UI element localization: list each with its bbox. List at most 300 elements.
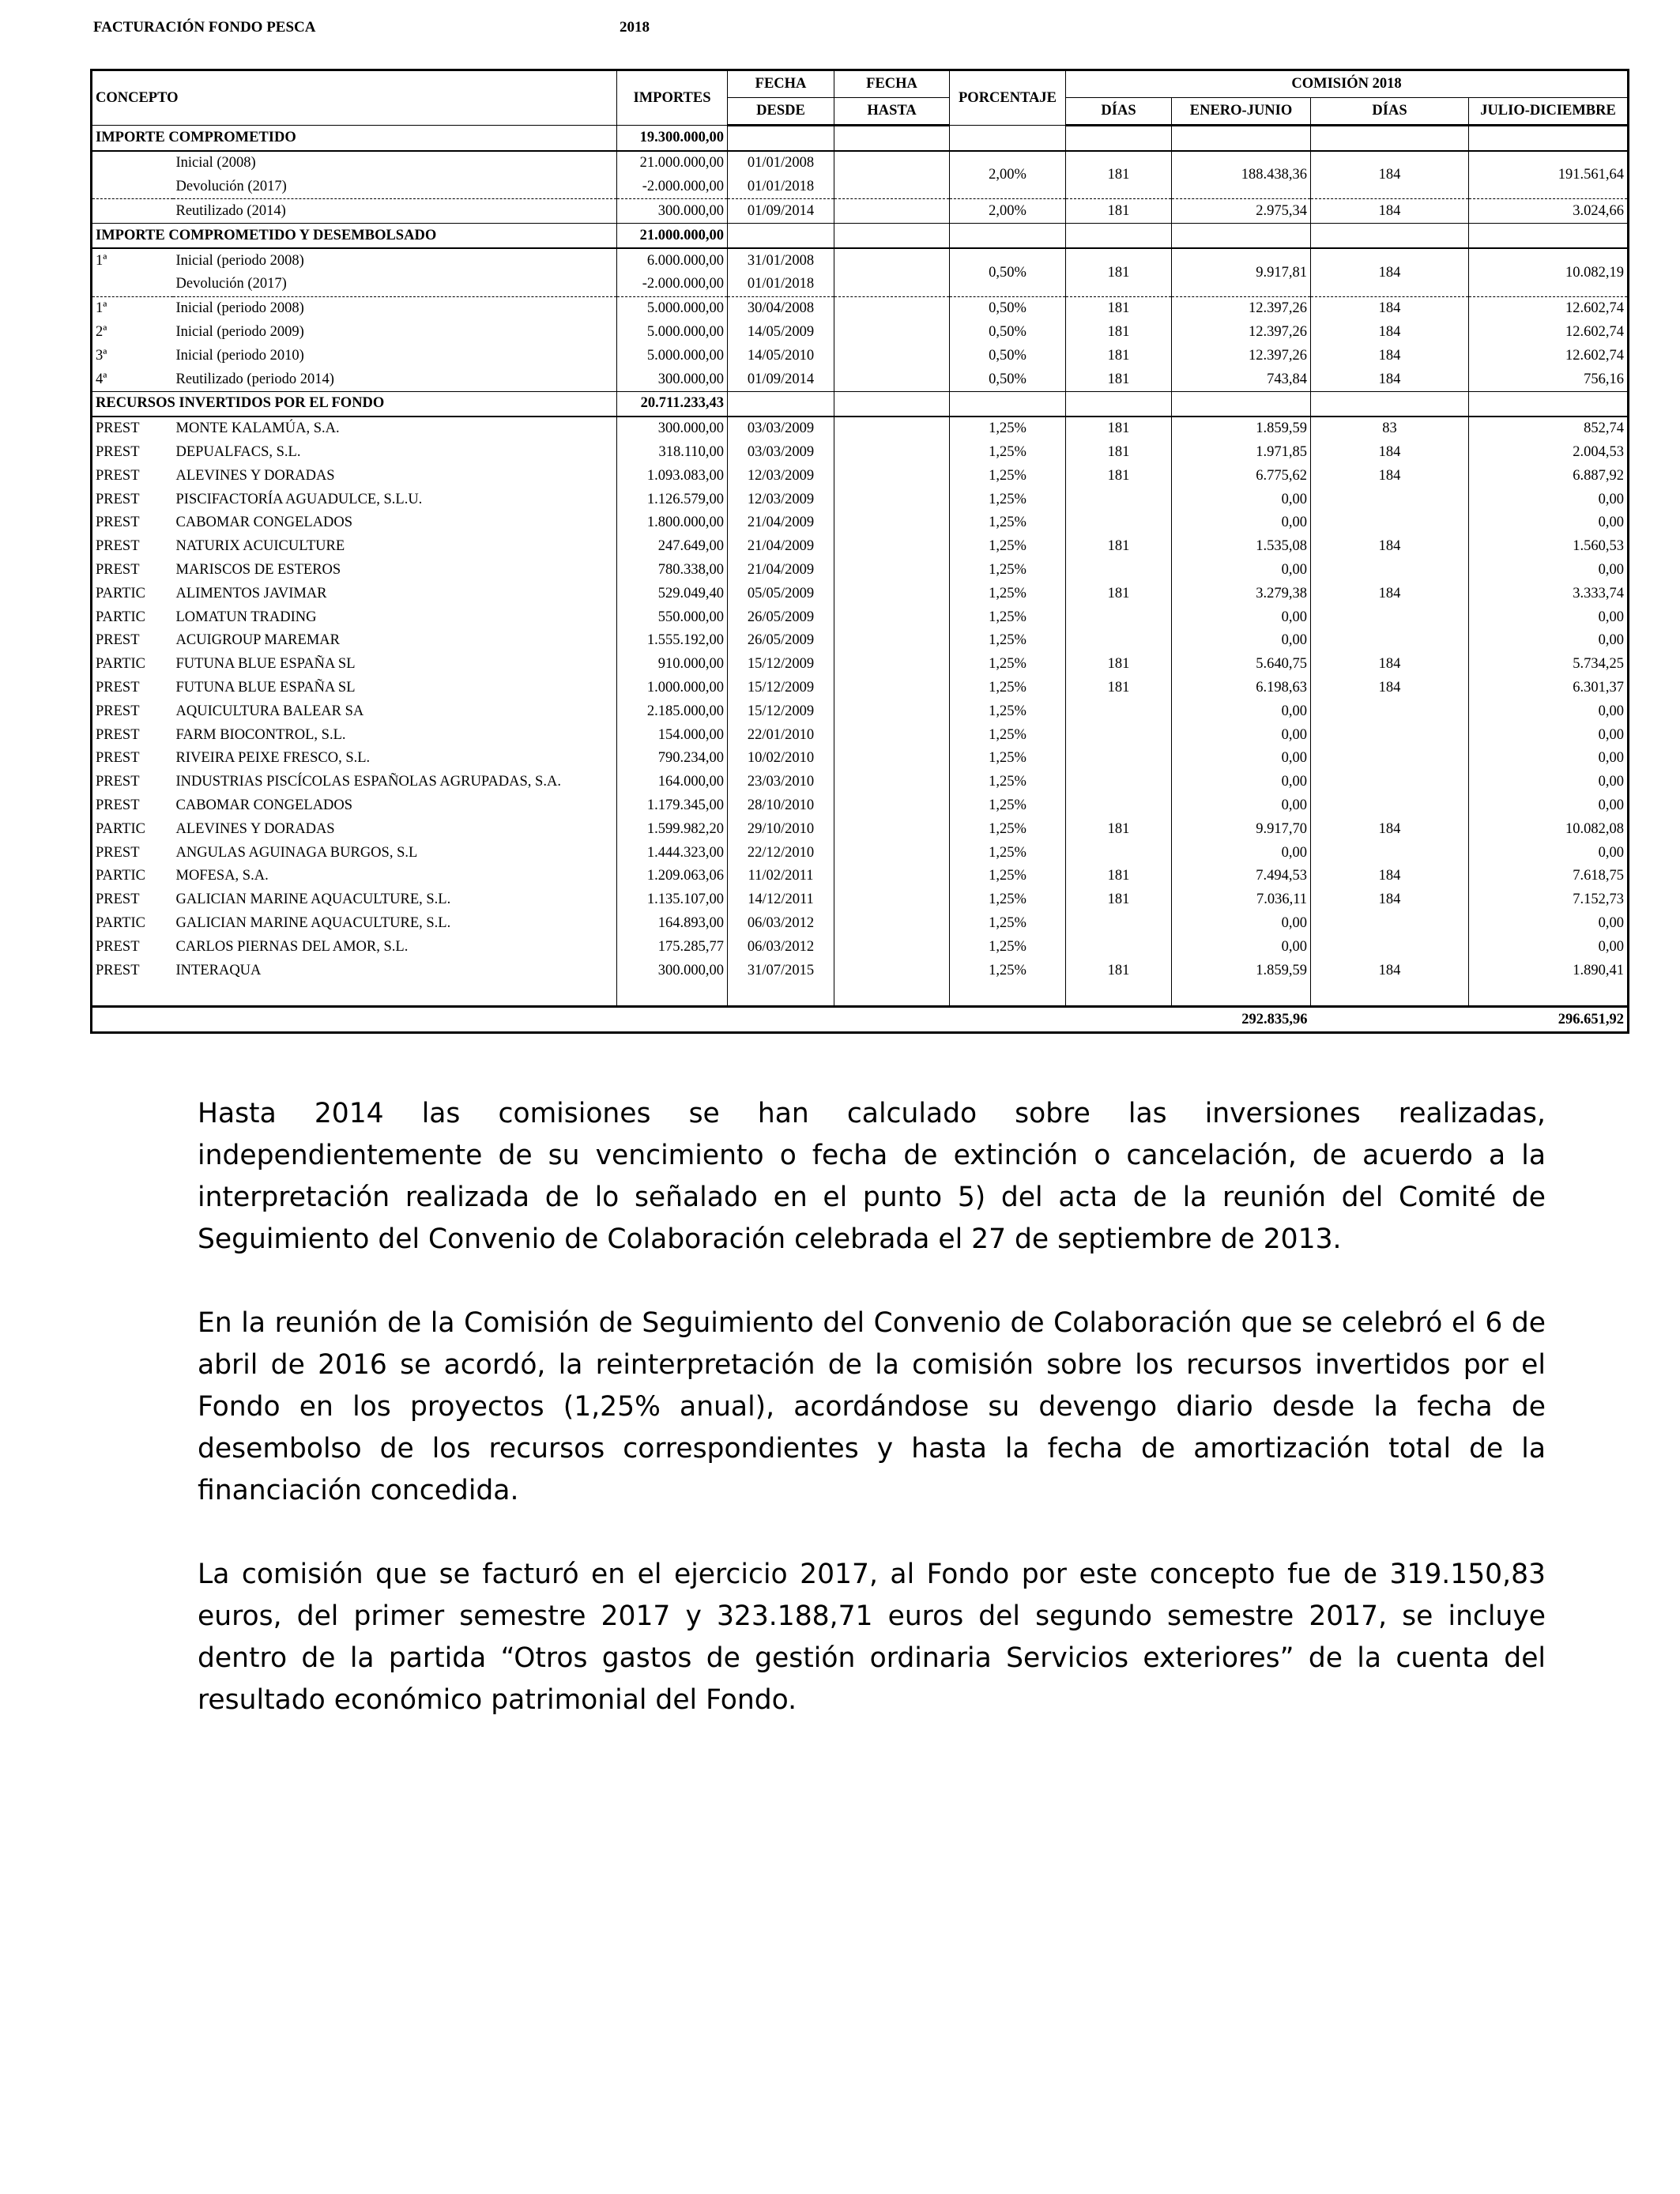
row-julio-diciembre: 7.152,73 bbox=[1469, 888, 1629, 912]
row-enero-junio: 0,00 bbox=[1172, 558, 1311, 582]
row-porcentaje: 0,50% bbox=[950, 320, 1066, 344]
section-title: IMPORTE COMPROMETIDO Y DESEMBOLSADO bbox=[92, 224, 617, 248]
row-tipo: PREST bbox=[96, 750, 140, 767]
row-dias-2: 184 bbox=[1311, 676, 1469, 699]
row-julio-diciembre: 0,00 bbox=[1469, 771, 1629, 794]
row-fecha-desde: 01/01/2008 bbox=[728, 151, 834, 175]
row-fecha-desde: 29/10/2010 bbox=[728, 817, 834, 841]
row-enero-junio: 5.640,75 bbox=[1172, 653, 1311, 677]
row-julio-diciembre: 10.082,08 bbox=[1469, 817, 1629, 841]
row-enero-junio: 3.279,38 bbox=[1172, 582, 1311, 605]
row-concepto: Reutilizado (periodo 2014) bbox=[175, 371, 334, 387]
row-importe: 1.444.323,00 bbox=[617, 841, 728, 865]
row-dias-1 bbox=[1066, 699, 1172, 723]
row-tipo: PREST bbox=[96, 679, 140, 696]
row-porcentaje: 2,00% bbox=[950, 199, 1066, 224]
row-tipo: PARTIC bbox=[96, 820, 145, 837]
row-dias-2: 184 bbox=[1311, 320, 1469, 344]
table-row bbox=[92, 841, 1629, 865]
row-fecha-desde: 06/03/2012 bbox=[728, 935, 834, 959]
row-importe: 1.126.579,00 bbox=[617, 488, 728, 511]
row-importe: 164.000,00 bbox=[617, 771, 728, 794]
row-fecha-desde: 03/03/2009 bbox=[728, 417, 834, 441]
col-dias-2: DÍAS bbox=[1311, 98, 1469, 126]
table-row bbox=[92, 771, 1629, 794]
row-enero-junio: 0,00 bbox=[1172, 911, 1311, 935]
row-dias-2 bbox=[1311, 605, 1469, 629]
row-julio-diciembre: 1.560,53 bbox=[1469, 535, 1629, 559]
table-row bbox=[92, 747, 1629, 771]
row-fecha-desde: 15/12/2009 bbox=[728, 699, 834, 723]
row-tipo: PREST bbox=[96, 467, 140, 484]
row-dias-2: 184 bbox=[1311, 248, 1469, 296]
row-porcentaje: 1,25% bbox=[950, 888, 1066, 912]
row-dias-2: 184 bbox=[1311, 464, 1469, 488]
row-enero-junio: 0,00 bbox=[1172, 629, 1311, 653]
table-row bbox=[92, 865, 1629, 888]
row-porcentaje: 1,25% bbox=[950, 841, 1066, 865]
row-enero-junio: 0,00 bbox=[1172, 771, 1311, 794]
row-dias-1 bbox=[1066, 558, 1172, 582]
row-fecha-desde: 03/03/2009 bbox=[728, 440, 834, 464]
row-concepto: ALEVINES Y DORADAS bbox=[175, 820, 335, 837]
row-dias-1: 181 bbox=[1066, 296, 1172, 320]
row-julio-diciembre: 7.618,75 bbox=[1469, 865, 1629, 888]
row-concepto: ANGULAS AGUINAGA BURGOS, S.L bbox=[175, 844, 418, 861]
row-porcentaje: 1,25% bbox=[950, 558, 1066, 582]
row-fecha-desde: 21/04/2009 bbox=[728, 558, 834, 582]
row-concepto: MOFESA, S.A. bbox=[175, 868, 269, 884]
row-porcentaje: 0,50% bbox=[950, 248, 1066, 296]
row-dias-2: 184 bbox=[1311, 344, 1469, 368]
row-fecha-desde: 12/03/2009 bbox=[728, 488, 834, 511]
row-concepto: Inicial (2008) bbox=[173, 151, 617, 175]
row-tipo: PREST bbox=[96, 892, 140, 908]
row-julio-diciembre: 0,00 bbox=[1469, 911, 1629, 935]
row-tipo: PARTIC bbox=[96, 868, 145, 884]
row-julio-diciembre: 0,00 bbox=[1469, 629, 1629, 653]
row-concepto: FUTUNA BLUE ESPAÑA SL bbox=[175, 656, 356, 673]
report-year: 2018 bbox=[620, 19, 650, 36]
row-concepto: ALIMENTOS JAVIMAR bbox=[175, 585, 327, 601]
row-porcentaje: 1,25% bbox=[950, 911, 1066, 935]
row-enero-junio: 0,00 bbox=[1172, 747, 1311, 771]
row-julio-diciembre: 0,00 bbox=[1469, 511, 1629, 535]
row-dias-1: 181 bbox=[1066, 368, 1172, 391]
row-concepto: RIVEIRA PEIXE FRESCO, S.L. bbox=[175, 750, 371, 767]
spacer-row bbox=[92, 982, 1629, 1007]
row-dias-2: 184 bbox=[1311, 440, 1469, 464]
row-julio-diciembre: 3.333,74 bbox=[1469, 582, 1629, 605]
table-header bbox=[92, 70, 1629, 126]
row-julio-diciembre: 6.887,92 bbox=[1469, 464, 1629, 488]
row-importe: 164.893,00 bbox=[617, 911, 728, 935]
row-julio-diciembre: 0,00 bbox=[1469, 841, 1629, 865]
row-julio-diciembre: 0,00 bbox=[1469, 794, 1629, 817]
row-importe: 5.000.000,00 bbox=[617, 320, 728, 344]
row-concepto: FARM BIOCONTROL, S.L. bbox=[175, 726, 346, 743]
row-porcentaje: 1,25% bbox=[950, 794, 1066, 817]
row-tipo: 4ª bbox=[96, 371, 107, 387]
row-concepto: Reutilizado (2014) bbox=[173, 199, 617, 224]
commission-table bbox=[90, 69, 1629, 1034]
row-porcentaje: 1,25% bbox=[950, 582, 1066, 605]
row-concepto: INDUSTRIAS PISCÍCOLAS ESPAÑOLAS AGRUPADAS, S.A. bbox=[175, 774, 561, 790]
row-fecha-desde: 21/04/2009 bbox=[728, 535, 834, 559]
row-importe: 5.000.000,00 bbox=[617, 344, 728, 368]
section-total: 21.000.000,00 bbox=[617, 224, 728, 248]
row-enero-junio: 0,00 bbox=[1172, 511, 1311, 535]
row-dias-1 bbox=[1066, 605, 1172, 629]
row-enero-junio: 1.971,85 bbox=[1172, 440, 1311, 464]
row-julio-diciembre: 191.561,64 bbox=[1469, 151, 1629, 199]
row-concepto: GALICIAN MARINE AQUACULTURE, S.L. bbox=[175, 892, 451, 908]
row-fecha-desde: 01/01/2018 bbox=[728, 273, 834, 296]
row-importe: 910.000,00 bbox=[617, 653, 728, 677]
row-concepto: INTERAQUA bbox=[175, 962, 262, 978]
row-porcentaje: 1,25% bbox=[950, 629, 1066, 653]
row-concepto: DEPUALFACS, S.L. bbox=[175, 444, 301, 460]
row-enero-junio: 0,00 bbox=[1172, 935, 1311, 959]
row-dias-2 bbox=[1311, 771, 1469, 794]
table-body bbox=[92, 126, 1629, 417]
row-porcentaje: 1,25% bbox=[950, 464, 1066, 488]
row-concepto: PISCIFACTORÍA AGUADULCE, S.L.U. bbox=[175, 491, 423, 507]
row-tipo: PREST bbox=[96, 962, 140, 978]
row-tipo: PREST bbox=[96, 774, 140, 790]
row-concepto: Inicial (periodo 2010) bbox=[175, 347, 304, 364]
section-total: 19.300.000,00 bbox=[617, 126, 728, 151]
row-tipo: PREST bbox=[96, 632, 140, 649]
row-dias-1 bbox=[1066, 629, 1172, 653]
row-dias-1 bbox=[1066, 747, 1172, 771]
row-tipo: PREST bbox=[96, 444, 140, 460]
row-fecha-desde: 21/04/2009 bbox=[728, 511, 834, 535]
row-tipo: PREST bbox=[92, 417, 173, 441]
row-dias-2: 184 bbox=[1311, 582, 1469, 605]
row-dias-1: 181 bbox=[1066, 320, 1172, 344]
row-concepto: ACUIGROUP MAREMAR bbox=[175, 632, 340, 649]
row-tipo: PREST bbox=[96, 797, 140, 813]
col-concepto: CONCEPTO bbox=[92, 70, 617, 126]
row-dias-2: 184 bbox=[1311, 817, 1469, 841]
row-enero-junio: 9.917,81 bbox=[1172, 248, 1311, 296]
row-concepto: Inicial (periodo 2008) bbox=[173, 296, 617, 320]
col-importes: IMPORTES bbox=[617, 70, 728, 126]
row-porcentaje: 1,25% bbox=[950, 959, 1066, 982]
col-julio-diciembre: JULIO-DICIEMBRE bbox=[1469, 98, 1629, 126]
total-julio-diciembre: 296.651,92 bbox=[1469, 1007, 1629, 1033]
row-enero-junio: 9.917,70 bbox=[1172, 817, 1311, 841]
row-porcentaje: 0,50% bbox=[950, 296, 1066, 320]
row-fecha-desde: 22/12/2010 bbox=[728, 841, 834, 865]
row-importe: 300.000,00 bbox=[617, 368, 728, 391]
row-dias-2 bbox=[1311, 794, 1469, 817]
row-enero-junio: 12.397,26 bbox=[1172, 320, 1311, 344]
row-fecha-desde: 30/04/2008 bbox=[728, 296, 834, 320]
row-dias-1: 181 bbox=[1066, 959, 1172, 982]
row-enero-junio: 188.438,36 bbox=[1172, 151, 1311, 199]
row-porcentaje: 1,25% bbox=[950, 417, 1066, 441]
row-concepto: MONTE KALAMÚA, S.A. bbox=[173, 417, 617, 441]
row-dias-2 bbox=[1311, 629, 1469, 653]
row-importe: 1.800.000,00 bbox=[617, 511, 728, 535]
row-tipo bbox=[92, 273, 173, 296]
row-dias-1: 181 bbox=[1066, 582, 1172, 605]
row-tipo: PREST bbox=[96, 844, 140, 861]
paragraph: Hasta 2014 las comisiones se han calculado sobre las inversiones realizadas, independientemente de su vencimiento o fecha de extinción o cancelación, de acuerdo a la interpretación realizada de lo señalado en el punto 5) del acta de la reunión del Comité de Seguimiento del Convenio de Colaboración celebrada el 27 de septiembre de 2013. bbox=[198, 1098, 1546, 1255]
row-enero-junio: 12.397,26 bbox=[1172, 296, 1311, 320]
row-dias-2: 184 bbox=[1311, 296, 1469, 320]
row-dias-2 bbox=[1311, 747, 1469, 771]
row-concepto: GALICIAN MARINE AQUACULTURE, S.L. bbox=[175, 914, 451, 931]
table-row bbox=[92, 723, 1629, 747]
row-fecha-desde: 26/05/2009 bbox=[728, 605, 834, 629]
row-dias-2 bbox=[1311, 511, 1469, 535]
row-dias-1 bbox=[1066, 935, 1172, 959]
table-row bbox=[92, 629, 1629, 653]
row-enero-junio: 0,00 bbox=[1172, 841, 1311, 865]
row-dias-2: 184 bbox=[1311, 151, 1469, 199]
section-header bbox=[92, 224, 1629, 248]
row-porcentaje: 1,25% bbox=[950, 535, 1066, 559]
row-tipo: 1ª bbox=[92, 248, 173, 273]
row-enero-junio: 1.859,59 bbox=[1172, 959, 1311, 982]
table-row bbox=[92, 368, 1629, 391]
row-dias-2 bbox=[1311, 911, 1469, 935]
row-tipo: PARTIC bbox=[96, 585, 145, 601]
row-fecha-desde: 28/10/2010 bbox=[728, 794, 834, 817]
row-concepto: CABOMAR CONGELADOS bbox=[175, 797, 353, 813]
row-importe: -2.000.000,00 bbox=[617, 175, 728, 199]
row-importe: 790.234,00 bbox=[617, 747, 728, 771]
table-row bbox=[92, 488, 1629, 511]
row-julio-diciembre: 852,74 bbox=[1469, 417, 1629, 441]
row-fecha-desde: 12/03/2009 bbox=[728, 464, 834, 488]
row-julio-diciembre: 0,00 bbox=[1469, 935, 1629, 959]
investments-body bbox=[92, 417, 1629, 982]
row-importe: 5.000.000,00 bbox=[617, 296, 728, 320]
row-julio-diciembre: 10.082,19 bbox=[1469, 248, 1629, 296]
row-julio-diciembre: 0,00 bbox=[1469, 747, 1629, 771]
row-importe: 1.135.107,00 bbox=[617, 888, 728, 912]
row-dias-2: 184 bbox=[1311, 653, 1469, 677]
row-tipo: PARTIC bbox=[96, 609, 145, 625]
row-dias-2 bbox=[1311, 558, 1469, 582]
table-row bbox=[92, 296, 1629, 320]
row-importe: 1.209.063,06 bbox=[617, 865, 728, 888]
row-dias-2: 83 bbox=[1311, 417, 1469, 441]
row-dias-1: 181 bbox=[1066, 888, 1172, 912]
row-dias-2 bbox=[1311, 935, 1469, 959]
table-footer bbox=[92, 982, 1629, 1033]
row-dias-1: 181 bbox=[1066, 151, 1172, 199]
row-tipo: 3ª bbox=[96, 347, 107, 364]
row-dias-2: 184 bbox=[1311, 959, 1469, 982]
row-dias-1: 181 bbox=[1066, 865, 1172, 888]
col-fecha-desde-top: FECHA bbox=[728, 70, 834, 98]
row-concepto: FUTUNA BLUE ESPAÑA SL bbox=[175, 679, 356, 696]
row-dias-2: 184 bbox=[1311, 535, 1469, 559]
section-title: IMPORTE COMPROMETIDO bbox=[92, 126, 617, 151]
row-dias-1: 181 bbox=[1066, 417, 1172, 441]
row-dias-1: 181 bbox=[1066, 464, 1172, 488]
table-row bbox=[92, 151, 1629, 175]
row-importe: 154.000,00 bbox=[617, 723, 728, 747]
row-dias-1 bbox=[1066, 723, 1172, 747]
section-total: 20.711.233,43 bbox=[617, 391, 728, 416]
row-porcentaje: 1,25% bbox=[950, 605, 1066, 629]
table-row bbox=[92, 817, 1629, 841]
row-importe: 529.049,40 bbox=[617, 582, 728, 605]
col-fecha-hasta-bottom: HASTA bbox=[834, 98, 950, 126]
table-row bbox=[92, 935, 1629, 959]
row-concepto: Inicial (periodo 2009) bbox=[175, 324, 304, 341]
row-porcentaje: 1,25% bbox=[950, 935, 1066, 959]
row-fecha-desde: 31/01/2008 bbox=[728, 248, 834, 273]
col-fecha-hasta-top: FECHA bbox=[834, 70, 950, 98]
row-importe: 300.000,00 bbox=[617, 959, 728, 982]
row-fecha-desde: 06/03/2012 bbox=[728, 911, 834, 935]
row-julio-diciembre: 12.602,74 bbox=[1469, 344, 1629, 368]
row-importe: 1.000.000,00 bbox=[617, 676, 728, 699]
row-dias-1: 181 bbox=[1066, 653, 1172, 677]
section-title: RECURSOS INVERTIDOS POR EL FONDO bbox=[92, 391, 617, 416]
row-importe: 318.110,00 bbox=[617, 440, 728, 464]
row-fecha-desde: 23/03/2010 bbox=[728, 771, 834, 794]
totals-row bbox=[92, 1007, 1629, 1033]
row-concepto: Devolución (2017) bbox=[175, 276, 287, 292]
row-enero-junio: 0,00 bbox=[1172, 794, 1311, 817]
row-enero-junio: 1.535,08 bbox=[1172, 535, 1311, 559]
row-porcentaje: 0,50% bbox=[950, 368, 1066, 391]
row-enero-junio: 0,00 bbox=[1172, 699, 1311, 723]
row-dias-1: 181 bbox=[1066, 440, 1172, 464]
row-porcentaje: 1,25% bbox=[950, 653, 1066, 677]
row-porcentaje: 2,00% bbox=[950, 151, 1066, 199]
row-dias-1 bbox=[1066, 911, 1172, 935]
row-dias-1 bbox=[1066, 794, 1172, 817]
row-concepto: CABOMAR CONGELADOS bbox=[175, 515, 353, 531]
row-fecha-desde: 15/12/2009 bbox=[728, 653, 834, 677]
row-dias-2: 184 bbox=[1311, 199, 1469, 224]
row-julio-diciembre: 3.024,66 bbox=[1469, 199, 1629, 224]
row-importe: 1.093.083,00 bbox=[617, 464, 728, 488]
row-dias-2: 184 bbox=[1311, 888, 1469, 912]
row-importe: 1.555.192,00 bbox=[617, 629, 728, 653]
table-row bbox=[92, 653, 1629, 677]
row-importe: 300.000,00 bbox=[617, 199, 728, 224]
table-row bbox=[92, 440, 1629, 464]
table-row bbox=[92, 417, 1629, 441]
row-fecha-desde: 11/02/2011 bbox=[728, 865, 834, 888]
row-fecha-desde: 14/05/2010 bbox=[728, 344, 834, 368]
row-julio-diciembre: 12.602,74 bbox=[1469, 296, 1629, 320]
row-fecha-desde: 01/09/2014 bbox=[728, 368, 834, 391]
col-fecha-desde-bottom: DESDE bbox=[728, 98, 834, 126]
row-porcentaje: 1,25% bbox=[950, 488, 1066, 511]
table-row bbox=[92, 511, 1629, 535]
row-dias-1: 181 bbox=[1066, 344, 1172, 368]
row-concepto: ALEVINES Y DORADAS bbox=[175, 467, 335, 484]
total-enero-junio: 292.835,96 bbox=[1172, 1007, 1311, 1033]
row-concepto: NATURIX ACUICULTURE bbox=[175, 538, 345, 555]
table-row bbox=[92, 535, 1629, 559]
table-row bbox=[92, 344, 1629, 368]
table-row bbox=[92, 248, 1629, 273]
row-concepto: CARLOS PIERNAS DEL AMOR, S.L. bbox=[175, 938, 409, 955]
section-header bbox=[92, 391, 1629, 416]
row-fecha-desde: 15/12/2009 bbox=[728, 676, 834, 699]
row-enero-junio: 0,00 bbox=[1172, 723, 1311, 747]
table-row bbox=[92, 959, 1629, 982]
row-julio-diciembre: 0,00 bbox=[1469, 699, 1629, 723]
row-importe: 6.000.000,00 bbox=[617, 248, 728, 273]
row-concepto: Inicial (periodo 2008) bbox=[173, 248, 617, 273]
row-julio-diciembre: 2.004,53 bbox=[1469, 440, 1629, 464]
row-enero-junio: 2.975,34 bbox=[1172, 199, 1311, 224]
row-dias-1: 181 bbox=[1066, 676, 1172, 699]
table-row bbox=[92, 699, 1629, 723]
row-importe: 21.000.000,00 bbox=[617, 151, 728, 175]
row-porcentaje: 1,25% bbox=[950, 747, 1066, 771]
row-importe: 300.000,00 bbox=[617, 417, 728, 441]
row-dias-1 bbox=[1066, 511, 1172, 535]
row-dias-2 bbox=[1311, 841, 1469, 865]
table-row bbox=[92, 558, 1629, 582]
row-importe: 2.185.000,00 bbox=[617, 699, 728, 723]
row-importe: 1.179.345,00 bbox=[617, 794, 728, 817]
row-porcentaje: 1,25% bbox=[950, 723, 1066, 747]
row-dias-2 bbox=[1311, 488, 1469, 511]
row-enero-junio: 6.775,62 bbox=[1172, 464, 1311, 488]
row-fecha-desde: 31/07/2015 bbox=[728, 959, 834, 982]
row-dias-2 bbox=[1311, 699, 1469, 723]
body-text bbox=[198, 1093, 1546, 1763]
row-porcentaje: 1,25% bbox=[950, 511, 1066, 535]
row-tipo: PREST bbox=[96, 726, 140, 743]
row-porcentaje: 1,25% bbox=[950, 676, 1066, 699]
col-porcentaje: PORCENTAJE bbox=[950, 70, 1066, 126]
row-fecha-desde: 10/02/2010 bbox=[728, 747, 834, 771]
row-tipo: PARTIC bbox=[96, 656, 145, 673]
row-tipo: PREST bbox=[96, 538, 140, 555]
row-enero-junio: 7.036,11 bbox=[1172, 888, 1311, 912]
row-importe: 1.599.982,20 bbox=[617, 817, 728, 841]
row-fecha-desde: 05/05/2009 bbox=[728, 582, 834, 605]
row-tipo: PARTIC bbox=[96, 914, 145, 931]
row-enero-junio: 6.198,63 bbox=[1172, 676, 1311, 699]
row-porcentaje: 0,50% bbox=[950, 344, 1066, 368]
row-julio-diciembre: 6.301,37 bbox=[1469, 676, 1629, 699]
row-enero-junio: 743,84 bbox=[1172, 368, 1311, 391]
report-title: FACTURACIÓN FONDO PESCA bbox=[93, 19, 316, 36]
row-julio-diciembre: 756,16 bbox=[1469, 368, 1629, 391]
table-row bbox=[92, 676, 1629, 699]
row-dias-2 bbox=[1311, 723, 1469, 747]
row-fecha-desde: 14/05/2009 bbox=[728, 320, 834, 344]
row-tipo: 2ª bbox=[96, 324, 107, 341]
row-julio-diciembre: 0,00 bbox=[1469, 558, 1629, 582]
row-enero-junio: 7.494,53 bbox=[1172, 865, 1311, 888]
row-tipo: PREST bbox=[96, 938, 140, 955]
row-enero-junio: 1.859,59 bbox=[1172, 417, 1311, 441]
table-row bbox=[92, 794, 1629, 817]
row-dias-1: 181 bbox=[1066, 248, 1172, 296]
table-row bbox=[92, 320, 1629, 344]
row-tipo: PREST bbox=[96, 491, 140, 507]
row-importe: 550.000,00 bbox=[617, 605, 728, 629]
